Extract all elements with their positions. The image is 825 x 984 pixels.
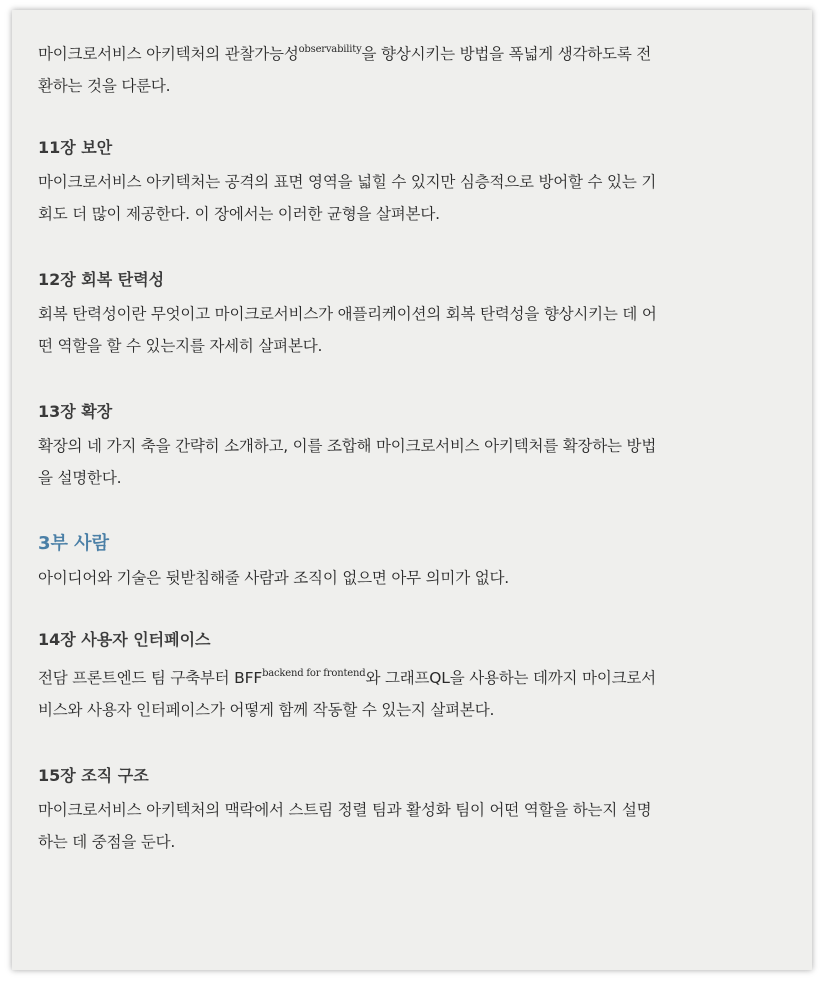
body-line: 하는 데 중점을 둔다. — [38, 833, 176, 851]
body-line: 회도 더 많이 제공한다. 이 장에서는 이러한 균형을 살펴본다. — [38, 205, 440, 223]
body-line: 마이크로서비스 아키텍처는 공격의 표면 영역을 넓힐 수 있지만 심층적으로 방어할 수 있는 기 — [38, 173, 657, 191]
section-heading: 12장 회복 탄력성 — [38, 270, 165, 289]
section-11 — [38, 136, 788, 230]
intro-line1-text: 마이크로서비스 아키텍처의 관찰가능성 — [38, 45, 299, 63]
body-line: 을 설명한다. — [38, 469, 122, 487]
observability-footnote: observability — [298, 44, 362, 55]
body-line: 회복 탄력성이란 무엇이고 마이크로서비스가 애플리케이션의 회복 탄력성을 향상시키는 데 어 — [38, 305, 657, 323]
intro-line1-rest: 을 향상시키는 방법을 폭넓게 생각하도록 전 — [361, 45, 652, 63]
section-heading: 13장 확장 — [38, 402, 113, 421]
section-body — [38, 430, 788, 494]
section-heading: 15장 조직 구조 — [38, 766, 149, 785]
body-line: 아이디어와 기술은 뒷받침해줄 사람과 조직이 없으면 아무 의미가 없다. — [38, 569, 509, 587]
section-body — [38, 166, 788, 230]
body-line: 떤 역할을 할 수 있는지를 자세히 살펴본다. — [38, 337, 323, 355]
part-heading: 3부 사람 — [38, 533, 109, 554]
body-line: 마이크로서비스 아키텍처의 맥락에서 스트림 정렬 팀과 활성화 팀이 어떤 역할을 하는지 설명 — [38, 801, 652, 819]
part-3 — [38, 532, 788, 594]
section-heading: 14장 사용자 인터페이스 — [38, 630, 211, 649]
section-heading: 11장 보안 — [38, 138, 113, 157]
part-body — [38, 562, 788, 594]
body-line: 비스와 사용자 인터페이스가 어떻게 함께 작동할 수 있는지 살펴본다. — [38, 701, 495, 719]
section-13 — [38, 400, 788, 494]
intro-paragraph — [38, 34, 788, 102]
bff-footnote: backend for frontend — [262, 668, 366, 679]
body-line: 전담 프론트엔드 팀 구축부터 BFF — [38, 669, 263, 687]
section-14 — [38, 628, 788, 726]
book-page — [12, 10, 812, 970]
section-12 — [38, 268, 788, 362]
section-body — [38, 298, 788, 362]
body-line: 확장의 네 가지 축을 간략히 소개하고, 이를 조합해 마이크로서비스 아키텍처를 확장하는 방법 — [38, 437, 657, 455]
section-body — [38, 794, 788, 858]
section-15 — [38, 764, 788, 858]
body-line-rest: 와 그래프QL을 사용하는 데까지 마이크로서 — [365, 669, 656, 687]
page-content — [38, 34, 788, 858]
section-body — [38, 658, 788, 726]
intro-line2-text: 환하는 것을 다룬다. — [38, 77, 171, 95]
